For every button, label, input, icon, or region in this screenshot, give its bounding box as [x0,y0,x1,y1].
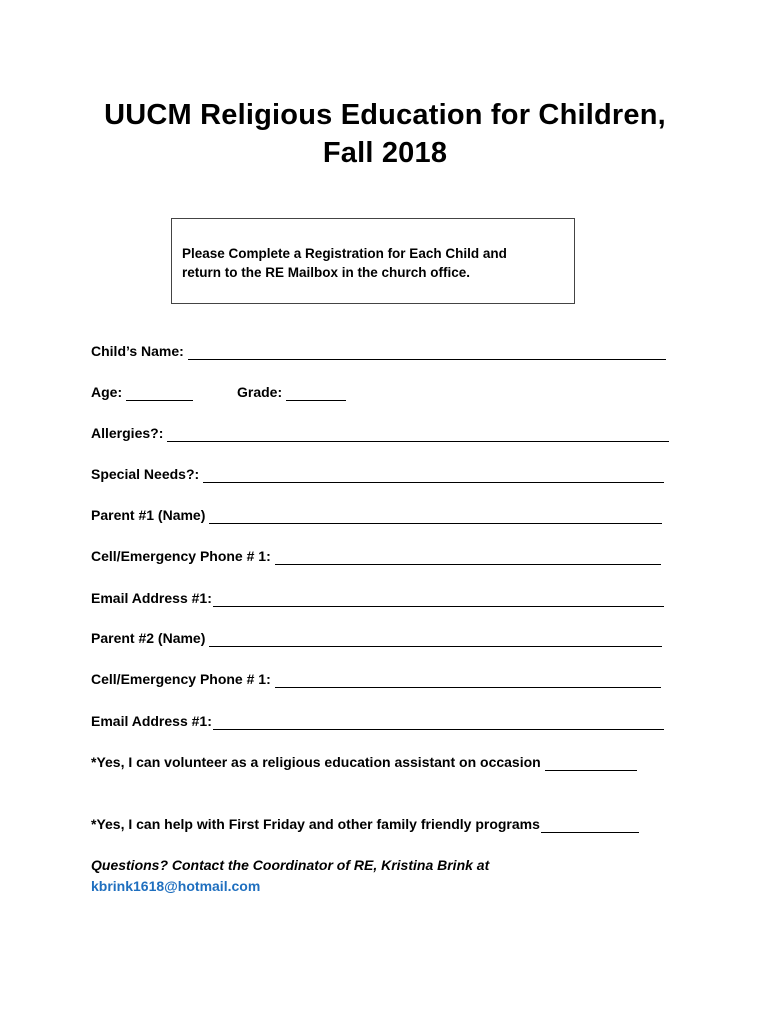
page-title [0,96,770,172]
age-row [91,381,193,401]
parent2-name-row [91,627,662,647]
special-needs-field[interactable] [203,467,664,483]
email1-field[interactable] [213,591,664,607]
email1-label: Email Address #1: [91,590,212,606]
email2-label: Email Address #1: [91,713,212,729]
child-name-label: Child’s Name: [91,343,184,359]
instructions-box [171,218,575,304]
child-name-field[interactable] [188,344,666,360]
age-field[interactable] [126,385,193,401]
help-programs-field[interactable] [541,817,639,833]
volunteer-row [91,751,637,771]
grade-row [237,381,346,401]
allergies-row [91,422,669,442]
parent1-name-field[interactable] [209,508,662,524]
age-label: Age: [91,384,123,400]
instructions-line-1: Please Complete a Registration for Each Child and [182,246,507,261]
special-needs-row [91,463,664,483]
grade-field[interactable] [286,385,346,401]
phone2-label: Cell/Emergency Phone # 1: [91,671,271,687]
phone2-row [91,668,661,688]
contact-question: Questions? Contact the Coordinator of RE, Kristina Brink at [91,857,490,873]
allergies-label: Allergies?: [91,425,164,441]
parent1-name-row [91,504,662,524]
title-line-1: UUCM Religious Education for Children, [104,99,666,131]
email2-field[interactable] [213,714,664,730]
volunteer-field[interactable] [545,755,637,771]
child-name-row [91,340,666,360]
parent2-name-field[interactable] [209,631,662,647]
parent2-name-label: Parent #2 (Name) [91,630,206,646]
instructions-line-2: return to the RE Mailbox in the church office. [182,265,471,280]
help-programs-label: *Yes, I can help with First Friday and other family friendly programs [91,816,540,832]
phone1-field[interactable] [275,549,661,565]
phone1-row [91,545,661,565]
help-programs-row [91,813,639,833]
special-needs-label: Special Needs?: [91,466,200,482]
allergies-field[interactable] [167,426,669,442]
email1-row [91,587,664,607]
volunteer-label: *Yes, I can volunteer as a religious education assistant on occasion [91,754,541,770]
email2-row [91,710,664,730]
grade-label: Grade: [237,384,283,400]
parent1-name-label: Parent #1 (Name) [91,507,206,523]
contact-email-link[interactable]: kbrink1618@hotmail.com [91,878,261,894]
title-line-2: Fall 2018 [322,137,448,169]
phone2-field[interactable] [275,672,661,688]
instructions-text [182,244,507,282]
contact-section [91,855,489,897]
phone1-label: Cell/Emergency Phone # 1: [91,548,271,564]
